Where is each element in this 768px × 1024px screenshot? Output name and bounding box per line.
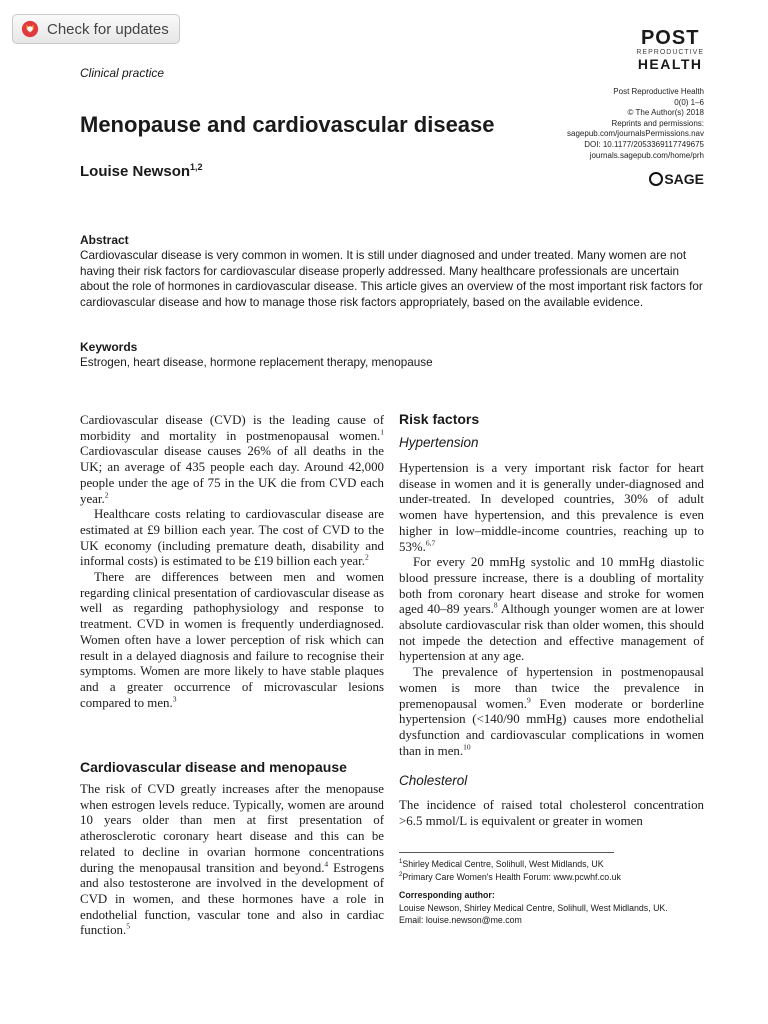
journal-name: Post Reproductive Health xyxy=(613,87,704,96)
citation-ref: 8 xyxy=(493,601,498,611)
check-for-updates-button[interactable] xyxy=(12,14,180,44)
footnote-text: Primary Care Women's Health Forum: www.pcwhf.co.uk xyxy=(402,871,621,882)
hypertension-section xyxy=(399,461,704,759)
author-name: Louise Newson xyxy=(80,163,191,180)
affiliation-1 xyxy=(399,858,704,871)
intro-section xyxy=(80,413,384,711)
abstract-heading: Abstract xyxy=(80,233,129,247)
citation-ref: 3 xyxy=(172,694,177,704)
publisher-logo xyxy=(649,171,704,187)
journal-logo-line2: REPRODUCTIVE xyxy=(636,49,704,56)
section-heading: Cardiovascular disease and menopause xyxy=(80,759,347,775)
affiliation-2 xyxy=(399,871,704,884)
footnote-marker: 1 xyxy=(399,859,403,866)
citation-ref: 9 xyxy=(526,695,531,705)
issue-pages: 0(0) 1–6 xyxy=(674,97,704,107)
text-run: Although younger women are at lower absolute cardiovascular risk than older women, this should not impede the detection and effective management of hypertension at any age. xyxy=(399,602,704,664)
article-title: Menopause and cardiovascular disease xyxy=(80,112,495,137)
journal-logo xyxy=(636,28,704,71)
citation-ref: 5 xyxy=(126,922,130,932)
cholesterol-section xyxy=(399,798,704,829)
corresponding-author-email[interactable]: Email: louise.newson@me.com xyxy=(399,915,522,925)
text-run: There are differences between men and women regarding clinical presentation of cardiovascular disease as well as regarding pathophysiology and response to treatment. CVD in women is frequently underdiagnosed. Women often have a lower perception of risk which can result in a delayed diagnosis and failure to recognise their symptoms. Women are more likely to have stable plaques and a greater occurrence of microvascular lesions compared to men. xyxy=(80,570,384,710)
journal-logo-line3: HEALTH xyxy=(637,56,703,72)
reprints-link[interactable]: sagepub.com/journalsPermissions.nav xyxy=(567,129,704,139)
text-run: Estrogens and also testosterone are involved in the development of CVD in women, and these hormones have a role in endothelial function, vascular tone and also in cardiac function. xyxy=(80,860,385,938)
author-line xyxy=(80,162,203,180)
subsection-heading: Cholesterol xyxy=(399,773,468,788)
paragraph xyxy=(80,413,384,507)
citation-ref: 4 xyxy=(324,859,329,869)
abstract-text: Cardiovascular disease is very common in women. It is still under diagnosed and under treated. Many women are not having their risk factors for cardiovascular disease properly addressed. Many healthcare professionals are uncertain about the role of hormones in cardiovascular disease. This article gives an overview of the most important risk factors for cardiovascular disease and how to manage those risk factors appropriately, based on the available evidence. xyxy=(80,249,703,310)
text-run: Healthcare costs relating to cardiovascular disease are estimated at £9 billion each year. The cost of CVD to the UK economy (including premature death, disability and informal costs) is estimated to be £19 billion each year. xyxy=(80,507,384,569)
paragraph: The incidence of raised total cholesterol concentration >6.5 mmol/L is equivalent or greater in women xyxy=(399,798,704,828)
check-for-updates-label: Check for updates xyxy=(47,20,169,38)
cvd-menopause-section xyxy=(80,782,384,939)
citation-ref: 6,7 xyxy=(425,538,436,548)
reprints-label: Reprints and permissions: xyxy=(611,118,704,128)
journal-logo-line1: POST xyxy=(640,27,700,49)
corresponding-author-address: Louise Newson, Shirley Medical Centre, Solihull, West Midlands, UK. xyxy=(399,902,668,913)
update-check-icon xyxy=(21,20,39,38)
citation-ref: 2 xyxy=(104,490,109,500)
journal-url[interactable]: journals.sagepub.com/home/prh xyxy=(589,150,704,160)
section-heading: Risk factors xyxy=(399,411,480,427)
text-run: The risk of CVD greatly increases after the menopause when estrogen levels reduce. Typically, women are around 10 years older than men at first presentation of atherosclerotic coronary heart disease and this can be related to decline in ovarian hormone concentrations during the menopausal transition and beyond. xyxy=(80,782,384,875)
text-run: Hypertension is a very important risk factor for heart disease in women and it is generally under-diagnosed and under-treated. In developed countries, 30% of adult women have hypertension, and this prevalence is even higher in low–middle-income countries, reaching up to 53%. xyxy=(399,461,704,554)
citation-ref: 10 xyxy=(463,742,471,752)
paragraph xyxy=(399,665,704,759)
sage-logo-icon xyxy=(649,172,663,186)
text-run: Cardiovascular disease (CVD) is the leading cause of morbidity and mortality in postmenopausal women. xyxy=(80,413,384,443)
author-affiliation-ref: 1,2 xyxy=(190,162,203,172)
subsection-heading: Hypertension xyxy=(399,435,479,450)
paragraph xyxy=(399,461,704,555)
footnote-text: Shirley Medical Centre, Solihull, West Midlands, UK xyxy=(402,859,604,869)
keywords-text: Estrogen, heart disease, hormone replacement therapy, menopause xyxy=(80,356,433,369)
keywords-heading: Keywords xyxy=(80,340,138,354)
paragraph xyxy=(80,507,384,570)
section-label: Clinical practice xyxy=(80,66,165,80)
paragraph xyxy=(80,570,384,711)
text-run: Even moderate or borderline hypertension (<140/90 mmHg) causes more endothelial dysfunction and cardiovascular complications in women than in men. xyxy=(399,696,704,758)
publisher-name: SAGE xyxy=(664,171,704,187)
text-run: The prevalence of hypertension in postmenopausal women is more than twice the prevalence in premenopausal women. xyxy=(399,665,704,711)
text-run: For every 20 mmHg systolic and 10 mmHg diastolic blood pressure increase, there is a doubling of mortality both from coronary heart disease and stroke for women aged 40–89 years. xyxy=(399,555,704,617)
footnote-divider xyxy=(399,852,614,853)
article-metadata xyxy=(567,87,704,161)
doi[interactable]: DOI: 10.1177/2053369117749675 xyxy=(584,139,704,149)
citation-ref: 1 xyxy=(380,427,384,437)
citation-ref: 2 xyxy=(364,553,369,563)
paragraph xyxy=(80,782,384,939)
copyright: © The Author(s) 2018 xyxy=(627,108,704,118)
paragraph xyxy=(399,555,704,665)
corresponding-author-heading: Corresponding author: xyxy=(399,890,495,900)
text-run: Cardiovascular disease causes 26% of all deaths in the UK; an average of 435 people each day. Around 42,000 people under the age of 75 in the UK die from CVD each year. xyxy=(80,444,384,506)
footnotes xyxy=(399,858,704,927)
footnote-marker: 2 xyxy=(399,871,403,878)
